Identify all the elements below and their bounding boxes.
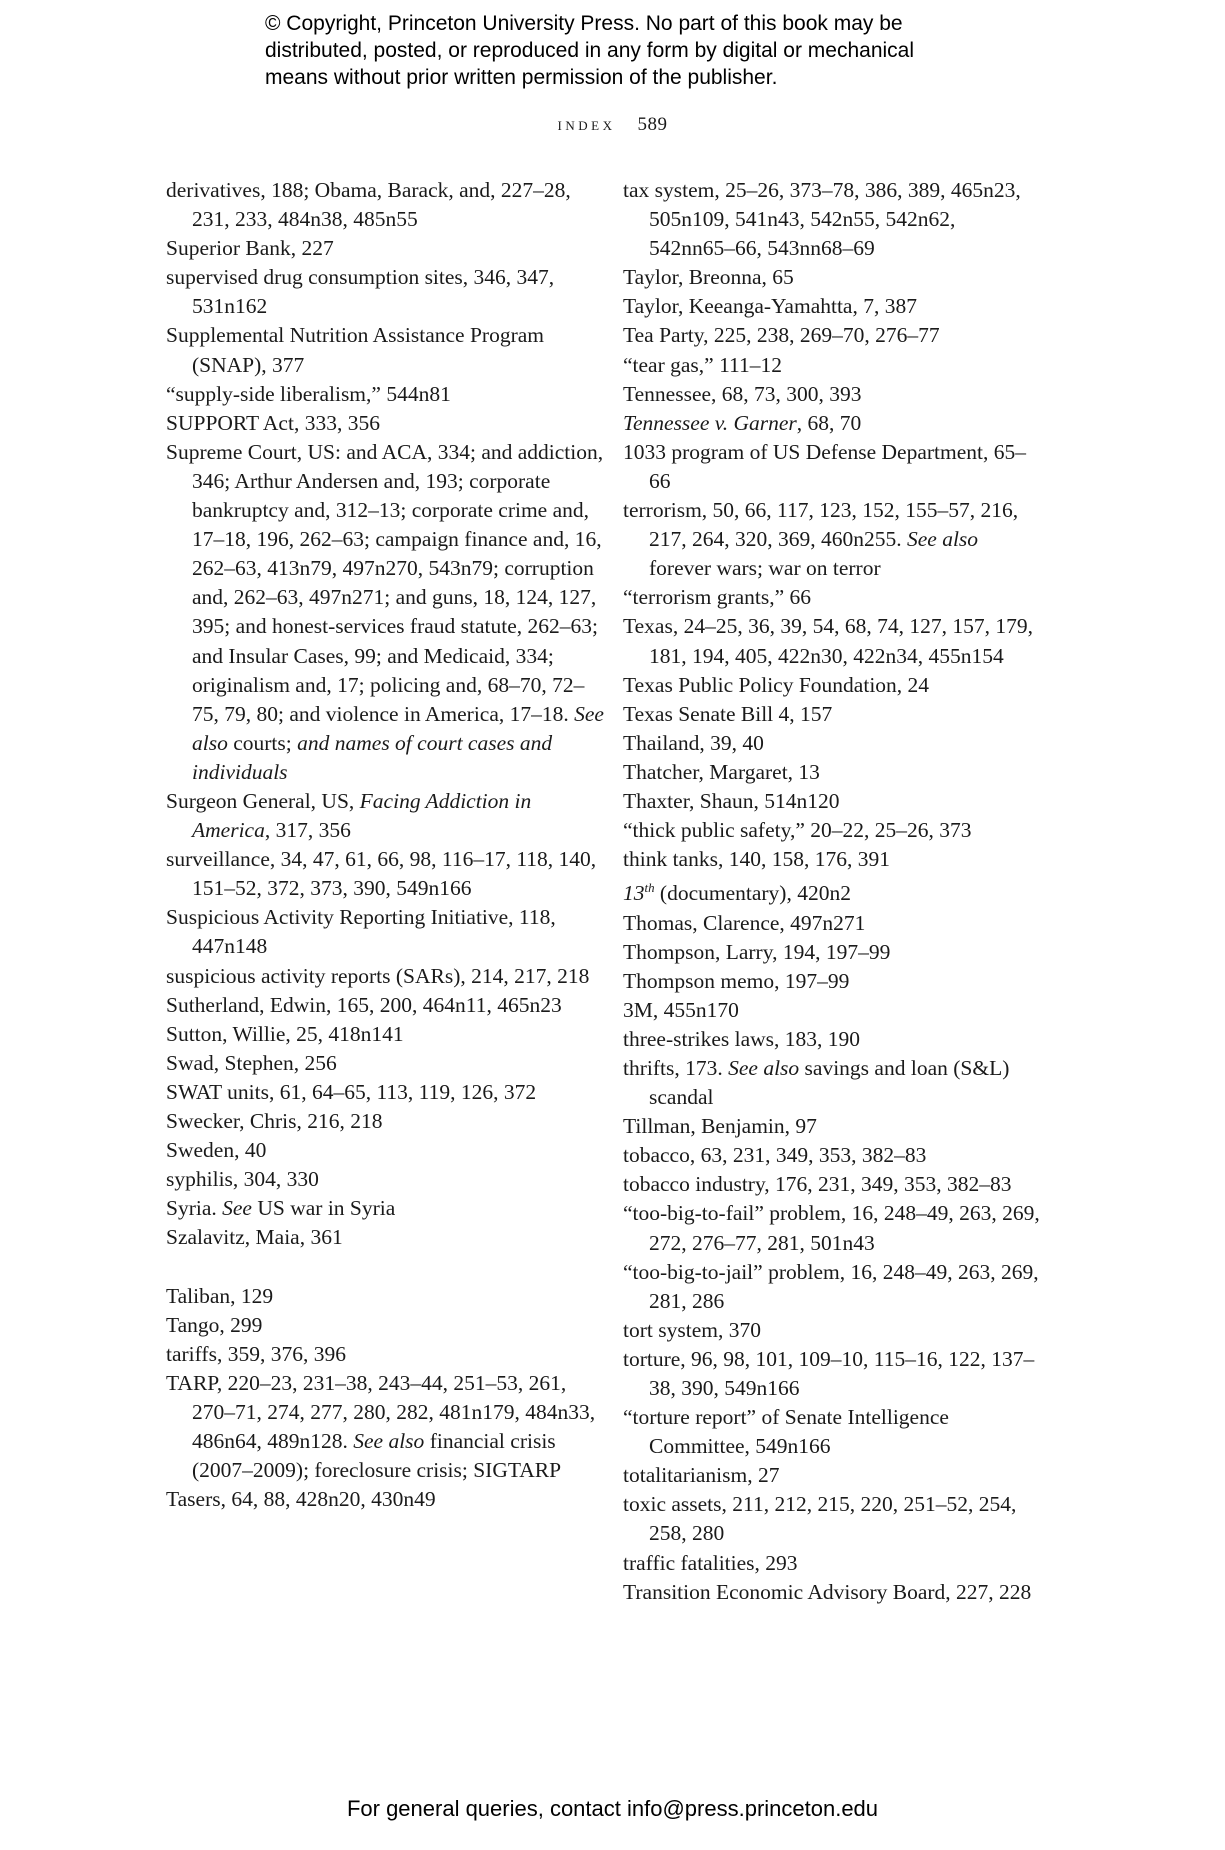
index-entry: TARP, 220–23, 231–38, 243–44, 251–53, 261, 270–71, 274, 277, 280, 282, 481n179, 484n33, 486n64, 489n128. See also financial crisis (2007–2009); foreclosure crisis; SIGTARP: [166, 1370, 596, 1483]
index-entry: Swad, Stephen, 256: [166, 1050, 337, 1075]
index-entry: Transition Economic Advisory Board, 227, 228: [623, 1579, 1032, 1604]
index-entry: Tillman, Benjamin, 97: [623, 1114, 817, 1139]
index-entry: three-strikes laws, 183, 190: [623, 1026, 861, 1051]
index-entry: totalitarianism, 27: [623, 1463, 780, 1488]
running-head-label: index: [557, 114, 616, 135]
running-head: [0, 114, 1225, 136]
index-entry: Thailand, 39, 40: [623, 730, 764, 755]
index-entry: Thaxter, Shaun, 514n120: [623, 788, 840, 813]
index-entry: Sutherland, Edwin, 165, 200, 464n11, 465n23: [166, 992, 562, 1017]
index-entry: Szalavitz, Maia, 361: [166, 1225, 343, 1250]
index-entry: SWAT units, 61, 64–65, 113, 119, 126, 372: [166, 1079, 537, 1104]
index-section-gap: [166, 1252, 606, 1281]
index-entry: “thick public safety,” 20–22, 25–26, 373: [623, 818, 972, 843]
index-entry: tax system, 25–26, 373–78, 386, 389, 465n23, 505n109, 541n43, 542n55, 542n62, 542nn65–66, 543nn68–69: [623, 178, 1021, 261]
page-number: 589: [637, 114, 668, 135]
index-entry: Syria. See US war in Syria: [166, 1196, 396, 1221]
index-entry: thrifts, 173. See also savings and loan (S&L) scandal: [623, 1055, 1010, 1110]
index-entry: tort system, 370: [623, 1317, 761, 1342]
index-entry: “supply-side liberalism,” 544n81: [166, 381, 451, 406]
index-entry: Thompson, Larry, 194, 197–99: [623, 939, 891, 964]
copyright-line: distributed, posted, or reproduced in any form by digital or mechanical: [265, 39, 915, 62]
index-entry: suspicious activity reports (SARs), 214, 217, 218: [166, 963, 590, 988]
index-entry: Tea Party, 225, 238, 269–70, 276–77: [623, 323, 940, 348]
index-entry: tobacco industry, 176, 231, 349, 353, 382–83: [623, 1172, 1012, 1197]
footer-contact: For general queries, contact info@press.princeton.edu: [346, 1796, 879, 1821]
index-entry: terrorism, 50, 66, 117, 123, 152, 155–57, 216, 217, 264, 320, 369, 460n255. See also forever wars; war on terror: [623, 498, 1019, 581]
index-entry: Thompson memo, 197–99: [623, 968, 850, 993]
index-entry: Texas Public Policy Foundation, 24: [623, 672, 930, 697]
index-entry: Taylor, Keeanga-Yamahtta, 7, 387: [623, 294, 917, 319]
index-entry: Superior Bank, 227: [166, 236, 334, 261]
index-entry: tobacco, 63, 231, 349, 353, 382–83: [623, 1143, 927, 1168]
index-column-left: [166, 176, 606, 1514]
index-entry: traffic fatalities, 293: [623, 1550, 798, 1575]
index-entry: Suspicious Activity Reporting Initiative, 118, 447n148: [166, 905, 556, 959]
index-entry: “too-big-to-fail” problem, 16, 248–49, 263, 269, 272, 276–77, 281, 501n43: [623, 1201, 1040, 1255]
index-entry: Tennessee, 68, 73, 300, 393: [623, 381, 862, 406]
index-entry: Taylor, Breonna, 65: [623, 265, 794, 290]
index-entry: SUPPORT Act, 333, 356: [166, 410, 380, 435]
index-entry: “torture report” of Senate Intelligence Committee, 549n166: [623, 1405, 949, 1459]
index-entry: Swecker, Chris, 216, 218: [166, 1109, 383, 1133]
index-column-right: [623, 176, 1043, 1607]
index-entry: 13th (documentary), 420n2: [623, 881, 851, 906]
index-entry: Texas Senate Bill 4, 157: [623, 701, 833, 726]
index-entry: Taliban, 129: [166, 1283, 274, 1308]
index-entry: Sweden, 40: [166, 1138, 267, 1163]
copyright-notice: [265, 10, 1025, 91]
index-entry: Supplemental Nutrition Assistance Program (SNAP), 377: [166, 323, 544, 377]
index-entry: supervised drug consumption sites, 346, 347, 531n162: [166, 265, 555, 319]
index-entry: Tasers, 64, 88, 428n20, 430n49: [166, 1487, 436, 1512]
index-entry: surveillance, 34, 47, 61, 66, 98, 116–17, 118, 140, 151–52, 372, 373, 390, 549n166: [166, 847, 597, 901]
copyright-line: means without prior written permission of the publisher.: [265, 66, 778, 89]
index-entry: 3M, 455n170: [623, 997, 739, 1022]
index-entry: Supreme Court, US: and ACA, 334; and addiction, 346; Arthur Andersen and, 193; corporate bankruptcy and, 312–13; corporate crime and, 17–18, 196, 262–63; campaign finance and, 16, 262–63, 413n79, 497n270, 543n79; corruption and, 262–63, 497n271; and guns, 18, 124, 127, 395; and honest-services fraud statute, 262–63; and Insular Cases, 99; and Medicaid, 334; originalism and, 17; policing and, 68–70, 72–75, 79, 80; and violence in America, 17–18. See also courts; and names of court cases and individuals: [166, 439, 604, 784]
index-entry: “tear gas,” 111–12: [623, 352, 782, 377]
index-entry: Thatcher, Margaret, 13: [623, 759, 820, 784]
index-entry: Surgeon General, US, Facing Addiction in America, 317, 356: [166, 788, 532, 843]
index-entry: torture, 96, 98, 101, 109–10, 115–16, 122, 137–38, 390, 549n166: [623, 1346, 1035, 1400]
index-entry: syphilis, 304, 330: [166, 1167, 319, 1192]
index-entry: toxic assets, 211, 212, 215, 220, 251–52, 254, 258, 280: [623, 1492, 1017, 1546]
index-entry: Sutton, Willie, 25, 418n141: [166, 1021, 404, 1046]
index-entry: Tennessee v. Garner, 68, 70: [623, 410, 862, 435]
index-entry: think tanks, 140, 158, 176, 391: [623, 847, 890, 872]
index-entry: Texas, 24–25, 36, 39, 54, 68, 74, 127, 157, 179, 181, 194, 405, 422n30, 422n34, 455n154: [623, 614, 1033, 668]
index-entry: Tango, 299: [166, 1312, 263, 1337]
index-entry: “terrorism grants,” 66: [623, 585, 812, 610]
index-entry: 1033 program of US Defense Department, 65–66: [623, 439, 1027, 493]
index-entry: Thomas, Clarence, 497n271: [623, 910, 866, 935]
index-entry: derivatives, 188; Obama, Barack, and, 227–28, 231, 233, 484n38, 485n55: [166, 178, 571, 232]
copyright-line: © Copyright, Princeton University Press. No part of this book may be: [265, 12, 903, 35]
index-entry: tariffs, 359, 376, 396: [166, 1341, 346, 1366]
index-entry: “too-big-to-jail” problem, 16, 248–49, 263, 269, 281, 286: [623, 1259, 1039, 1313]
